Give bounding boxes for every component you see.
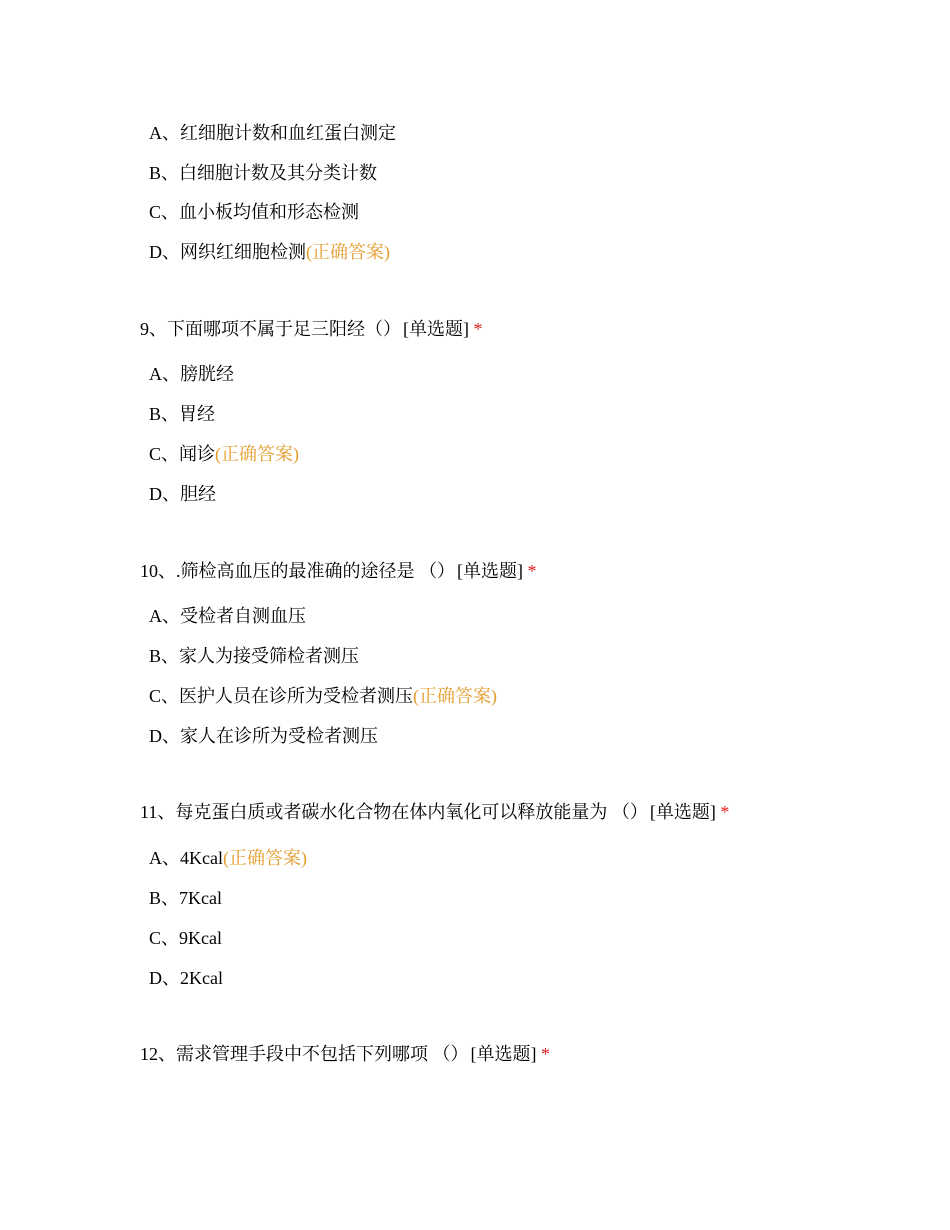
question-11-title	[140, 800, 729, 824]
option-a	[149, 121, 396, 145]
option-prefix: A、	[149, 364, 180, 384]
option-a	[149, 846, 307, 870]
option-prefix: B、	[149, 404, 180, 424]
option-c	[149, 442, 299, 466]
option-text: 家人为接受筛检者测压	[179, 646, 360, 666]
option-prefix: C、	[149, 444, 180, 464]
option-text: 9Kcal	[179, 928, 222, 948]
option-text: 2Kcal	[180, 968, 223, 988]
required-asterisk: *	[720, 802, 730, 822]
question-number: 11、	[140, 802, 176, 822]
required-asterisk: *	[527, 561, 537, 581]
option-prefix: C、	[149, 928, 180, 948]
question-text: 每克蛋白质或者碳水化合物在体内氧化可以释放能量为 （）	[175, 802, 648, 822]
option-prefix: B、	[149, 646, 180, 666]
option-text: 家人在诊所为受检者测压	[180, 726, 378, 746]
question-text: .筛检高血压的最准确的途径是 （）	[176, 561, 455, 581]
question-type: [单选题]	[649, 802, 716, 822]
option-b	[149, 161, 377, 185]
question-9-title	[140, 317, 483, 341]
option-prefix: D、	[149, 726, 180, 746]
option-b	[149, 644, 359, 668]
option-c	[149, 200, 359, 224]
option-d	[149, 482, 216, 506]
option-text: 胆经	[180, 484, 216, 504]
option-d	[149, 240, 390, 264]
option-b	[149, 402, 215, 426]
question-number: 10、	[140, 561, 176, 581]
option-prefix: D、	[149, 484, 180, 504]
option-prefix: D、	[149, 242, 180, 262]
question-10-title	[140, 559, 537, 583]
correct-answer-mark: (正确答案)	[215, 444, 300, 464]
question-number: 9、	[140, 319, 167, 339]
option-text: 7Kcal	[179, 888, 222, 908]
option-d	[149, 724, 378, 748]
option-text: 膀胱经	[180, 364, 234, 384]
option-prefix: C、	[149, 202, 180, 222]
question-number: 12、	[140, 1044, 176, 1064]
option-b	[149, 886, 222, 910]
required-asterisk: *	[541, 1044, 550, 1064]
question-text: 下面哪项不属于足三阳经（）	[167, 319, 401, 339]
correct-answer-mark: (正确答案)	[306, 242, 390, 262]
question-12-title	[140, 1042, 550, 1066]
option-d	[149, 966, 223, 990]
required-asterisk: *	[473, 319, 483, 339]
option-prefix: A、	[149, 848, 180, 868]
question-type: [单选题]	[457, 561, 523, 581]
option-c	[149, 684, 497, 708]
option-prefix: D、	[149, 968, 180, 988]
option-a	[149, 604, 306, 628]
question-type: [单选题]	[470, 1044, 537, 1064]
option-prefix: C、	[149, 686, 180, 706]
correct-answer-mark: (正确答案)	[222, 848, 307, 868]
option-prefix: A、	[149, 606, 180, 626]
option-prefix: A、	[149, 123, 180, 143]
option-text: 红细胞计数和血红蛋白测定	[180, 123, 396, 143]
option-a	[149, 362, 234, 386]
option-prefix: B、	[149, 888, 180, 908]
option-text: 白细胞计数及其分类计数	[179, 163, 378, 183]
option-c	[149, 926, 222, 950]
option-text: 胃经	[179, 404, 216, 424]
correct-answer-mark: (正确答案)	[413, 686, 498, 706]
option-text: 受检者自测血压	[180, 606, 306, 626]
option-text: 医护人员在诊所为受检者测压	[179, 686, 414, 706]
option-prefix: B、	[149, 163, 180, 183]
question-type: [单选题]	[403, 319, 469, 339]
option-text: 闻诊	[179, 444, 216, 464]
option-text: 4Kcal	[180, 848, 223, 868]
option-text: 血小板均值和形态检测	[179, 202, 360, 222]
option-text: 网织红细胞检测	[180, 242, 306, 262]
question-text: 需求管理手段中不包括下列哪项 （）	[176, 1044, 469, 1064]
